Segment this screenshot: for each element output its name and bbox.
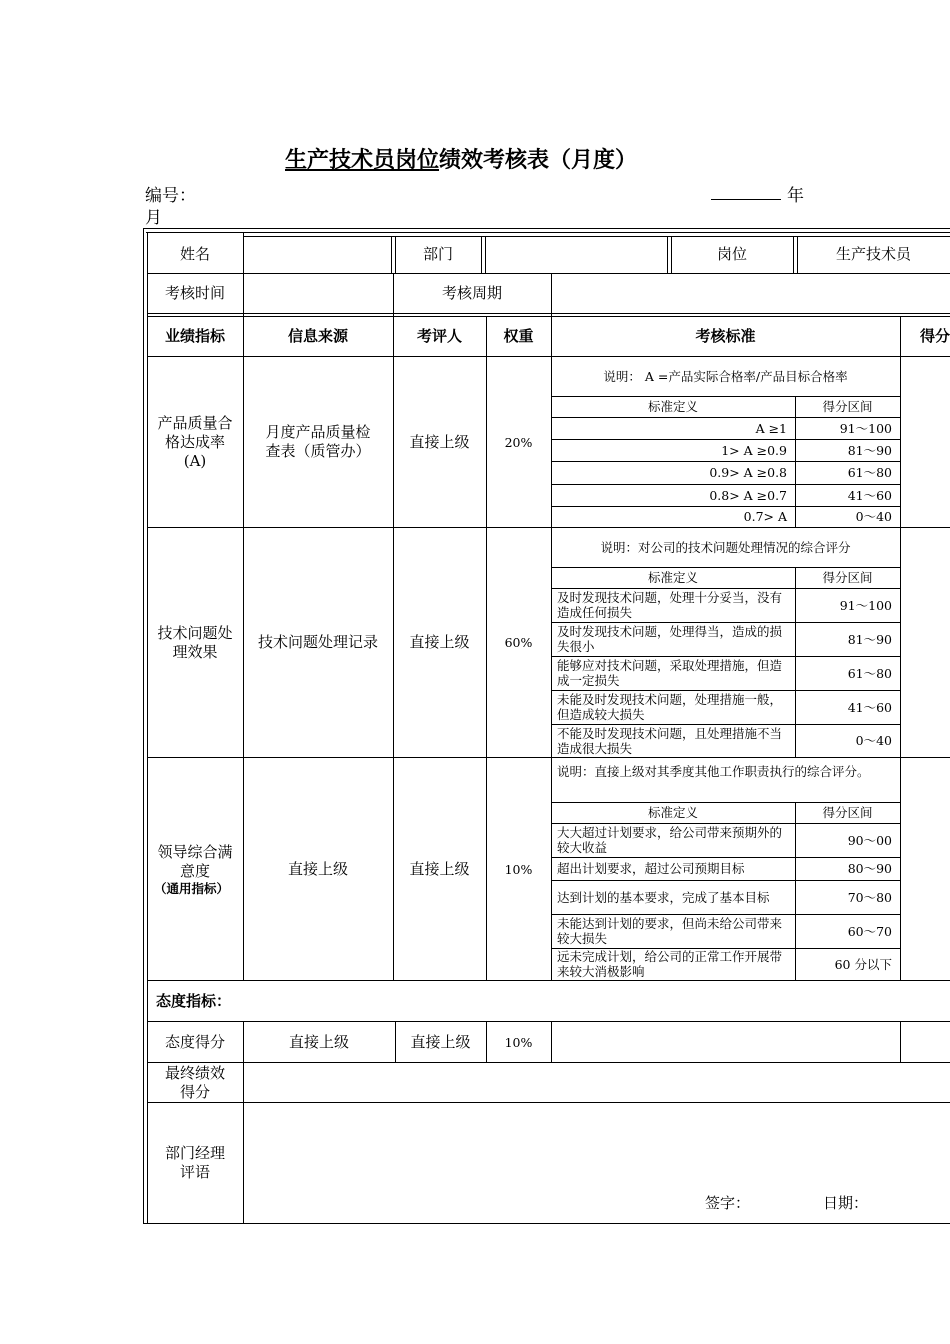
period-field[interactable] <box>552 273 950 313</box>
indicator-leader-note: （通用指标） <box>154 880 230 896</box>
year-label: 年 <box>787 186 804 206</box>
post-value: 生产技术员 <box>835 245 911 263</box>
range-row: 80～90 <box>847 861 892 876</box>
col-weight: 权重 <box>503 327 534 345</box>
name-field[interactable] <box>244 236 391 273</box>
range-row: 81～90 <box>847 631 892 647</box>
dept-field[interactable] <box>485 236 667 273</box>
attitude-label: 态度得分 <box>164 1032 225 1051</box>
source-leader: 直接上级 <box>287 859 348 878</box>
def-header: 标准定义 <box>647 570 698 585</box>
def-row: 未能及时发现技术问题，处理措施一般，但造成较大损失 <box>557 692 783 722</box>
def-row: 未能达到计划的要求，但尚未给公司带来较大损失 <box>557 916 783 946</box>
def-row: A ≥1 <box>755 420 787 436</box>
note-tech: 说明：对公司的技术问题处理情况的综合评分 <box>600 540 851 555</box>
range-row: 81～90 <box>847 442 892 458</box>
range-row: 91～100 <box>839 420 892 436</box>
comment-label: 部门经理评语 <box>164 1144 225 1181</box>
note-leader: 说明：直接上级对其季度其他工作职责执行的综合评分。 <box>557 764 870 779</box>
name-label: 姓名 <box>179 245 210 263</box>
range-header: 得分区间 <box>822 399 873 414</box>
indicator-leader-cell <box>150 758 240 980</box>
post-label: 岗位 <box>716 245 747 263</box>
reviewer-quality: 直接上级 <box>409 432 470 451</box>
reviewer-leader: 直接上级 <box>409 859 470 878</box>
def-row: 达到计划的基本要求，完成了基本目标 <box>557 889 770 905</box>
indicator-quality: 产品质量合格达成率(A) <box>157 413 233 470</box>
range-header: 得分区间 <box>822 805 873 820</box>
date-label: 日期： <box>823 1194 869 1212</box>
def-row: 1> A ≥0.9 <box>721 442 787 458</box>
def-row: 大大超过计划要求，给公司带来预期外的较大收益 <box>557 825 783 855</box>
attitude-source: 直接上级 <box>288 1032 349 1051</box>
col-standard: 考核标准 <box>695 327 756 345</box>
dept-label: 部门 <box>422 245 453 263</box>
weight-leader: 10% <box>504 861 533 877</box>
range-row: 0～40 <box>855 733 892 748</box>
range-row: 70～80 <box>847 889 892 905</box>
range-row: 61～80 <box>847 465 892 480</box>
def-row: 能够应对技术问题，采取处理措施，但造成一定损失 <box>557 658 783 688</box>
indicator-tech: 技术问题处理效果 <box>157 623 233 661</box>
range-row: 0～40 <box>855 509 892 524</box>
attitude-weight: 10% <box>504 1034 533 1050</box>
def-row: 0.9> A ≥0.8 <box>709 465 787 480</box>
range-row: 91～100 <box>839 597 892 613</box>
def-header: 标准定义 <box>647 399 698 414</box>
reviewer-tech: 直接上级 <box>409 633 470 651</box>
range-row: 60 分以下 <box>834 956 892 972</box>
number-label: 编号： <box>145 186 196 206</box>
source-tech: 技术问题处理记录 <box>258 633 379 651</box>
range-row: 61～80 <box>847 665 892 681</box>
range-row: 41～60 <box>847 487 892 503</box>
note-quality: 说明： A =产品实际合格率/产品目标合格率 <box>603 369 848 384</box>
attitude-reviewer: 直接上级 <box>410 1032 471 1051</box>
range-header: 得分区间 <box>822 570 873 585</box>
time-label: 考核时间 <box>164 283 225 302</box>
col-reviewer: 考评人 <box>416 327 462 345</box>
def-row: 0.7> A <box>743 509 787 524</box>
col-indicator: 业绩指标 <box>164 327 225 345</box>
def-row: 远未完成计划，给公司的正常工作开展带来较大消极影响 <box>557 949 783 979</box>
month-label: 月 <box>145 208 162 228</box>
def-row: 超出计划要求，超过公司预期目标 <box>557 861 745 876</box>
attitude-standard-field[interactable] <box>552 1022 900 1062</box>
page-title: 生产技术员岗位绩效考核表（月度） <box>285 147 638 173</box>
def-row: 不能及时发现技术问题，且处理措施不当造成很大损失 <box>557 725 783 756</box>
def-row: 0.8> A ≥0.7 <box>709 487 787 503</box>
range-row: 60～70 <box>847 923 892 939</box>
weight-tech: 60% <box>504 635 533 650</box>
year-blank-line <box>711 199 781 200</box>
def-row: 及时发现技术问题，处理十分妥当，没有造成任何损失 <box>557 590 783 620</box>
final-score-field[interactable] <box>244 1063 950 1102</box>
range-row: 41～60 <box>847 699 892 715</box>
def-row: 及时发现技术问题，处理得当，造成的损失很小 <box>557 624 783 654</box>
attitude-score-field[interactable] <box>901 1022 950 1062</box>
def-header: 标准定义 <box>647 805 698 820</box>
indicator-leader: 领导综合满意度 <box>157 842 233 880</box>
time-field[interactable] <box>244 273 393 313</box>
source-quality: 月度产品质量检查表（质管办） <box>265 423 371 460</box>
period-label: 考核周期 <box>441 283 502 302</box>
range-row: 90～00 <box>847 832 892 848</box>
final-label: 最终绩效得分 <box>164 1063 225 1101</box>
weight-quality: 20% <box>504 434 533 450</box>
attitude-section-label: 态度指标： <box>156 991 232 1010</box>
col-score: 得分 <box>920 327 950 345</box>
col-source: 信息来源 <box>287 327 348 345</box>
sign-label: 签字： <box>705 1194 751 1212</box>
